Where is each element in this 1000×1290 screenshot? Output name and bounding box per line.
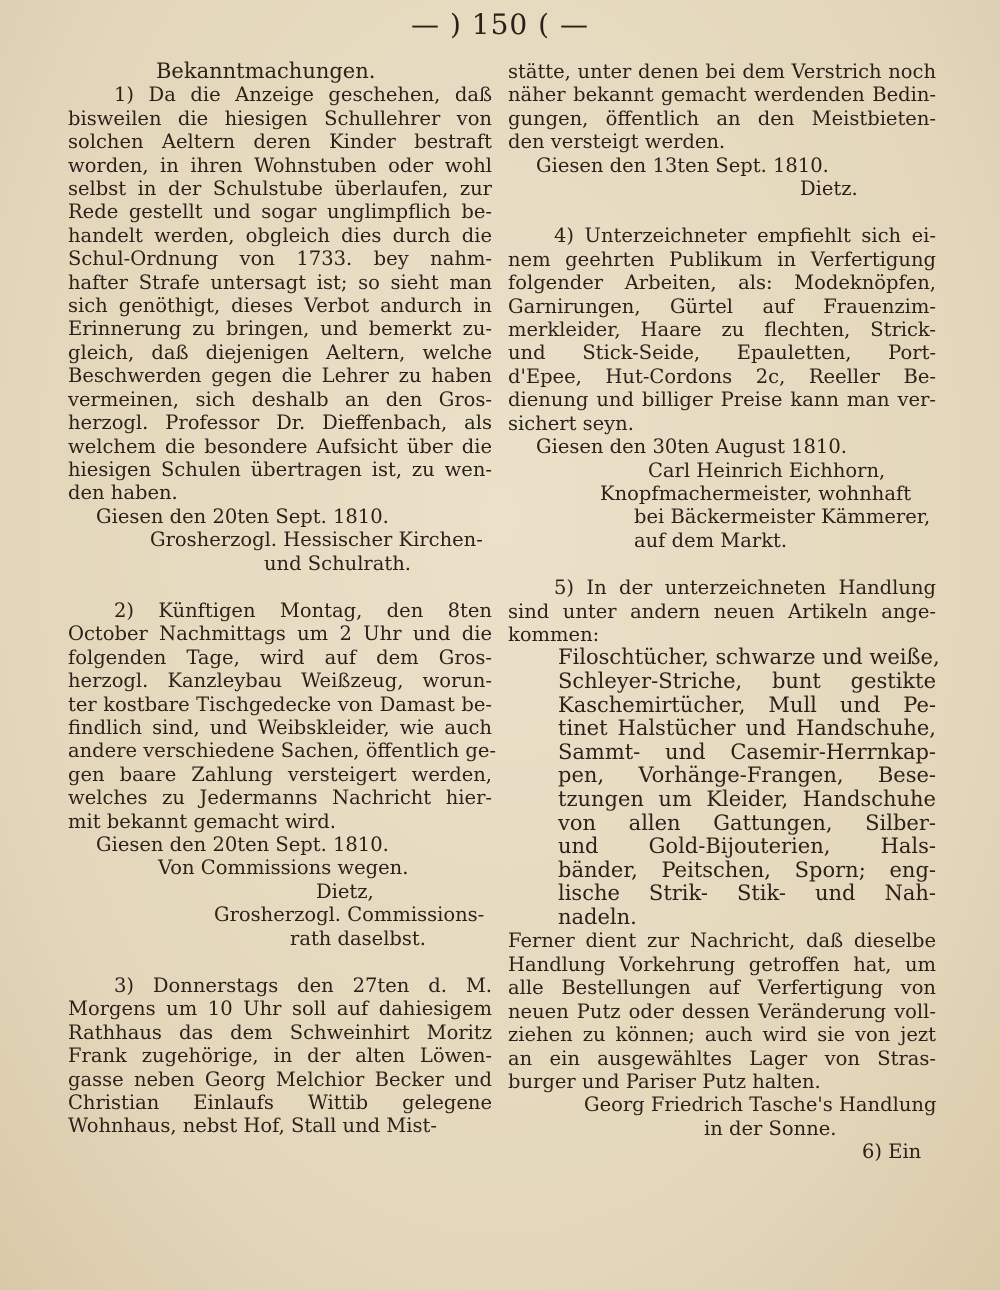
text-line: näher bekannt gemacht werdenden Bedin- xyxy=(508,83,936,107)
item-line: und Gold-Bijouterien, Hals- xyxy=(558,834,936,859)
left-column xyxy=(68,59,496,1138)
text-line: sind unter andern neuen Artikeln ange- xyxy=(508,599,936,623)
text-line: Beschwerden gegen die Lehrer zu haben xyxy=(68,364,492,388)
text-line: 5) In der unterzeichneten Handlung xyxy=(554,576,936,600)
text-line: den haben. xyxy=(68,481,178,505)
text-line: vermeinen, sich deshalb an den Gros- xyxy=(68,387,492,411)
text-line: bisweilen die hiesigen Schullehrer von xyxy=(68,106,492,130)
text-line: und Stick-Seide, Epauletten, Port- xyxy=(508,341,936,365)
notice-2-authority: Von Commissions wegen. xyxy=(158,856,409,880)
text-line: Christian Einlaufs Wittib gelegene xyxy=(68,1091,492,1115)
item-line: pen, Vorhänge-Frangen, Bese- xyxy=(558,763,936,788)
text-line: Wohnhaus, nebst Hof, Stall und Mist- xyxy=(68,1114,437,1138)
text-line: folgenden Tage, wird auf dem Gros- xyxy=(68,645,492,669)
item-line: lische Strik- Stik- und Nah- xyxy=(558,881,936,906)
text-line: herzogl. Kanzleybau Weißzeug, worun- xyxy=(68,669,492,693)
text-line: andere verschiedene Sachen, öffentlich ge- xyxy=(68,739,496,763)
notice-2 xyxy=(68,598,496,833)
text-line: October Nachmittags um 2 Uhr und die xyxy=(68,622,492,646)
text-line: dienung und billiger Preise kann man ver- xyxy=(508,388,936,412)
text-line: gasse neben Georg Melchior Becker und xyxy=(68,1067,492,1091)
text-line: solchen Aeltern deren Kinder bestraft xyxy=(68,130,492,154)
notice-1-date: Giesen den 20ten Sept. 1810. xyxy=(96,504,389,528)
notice-5 xyxy=(508,576,936,646)
text-line: ter kostbare Tischgedecke von Damast be- xyxy=(68,692,492,716)
notice-5-further-notice xyxy=(508,929,936,1093)
text-line: Schul-Ordnung von 1733. bey nahm- xyxy=(68,247,492,271)
notice-1-signature-cont: und Schulrath. xyxy=(264,551,411,575)
notice-1-signature: Grosherzogl. Hessischer Kirchen- xyxy=(150,528,483,552)
notice-3-signature: Dietz. xyxy=(800,177,858,201)
notice-5-signature-cont: in der Sonne. xyxy=(704,1116,837,1140)
text-line: den versteigt werden. xyxy=(508,130,726,154)
text-line: herzogl. Professor Dr. Dieffenbach, als xyxy=(68,411,492,435)
text-line: stätte, unter denen bei dem Verstrich noch xyxy=(508,60,936,83)
text-line: Rede gestellt und sogar unglimpflich be- xyxy=(68,200,492,224)
item-line: tzungen um Kleider, Handschuhe xyxy=(558,786,936,811)
item-line: tinet Halstücher und Handschuhe, xyxy=(558,716,936,741)
text-line: gungen, öffentlich an den Meistbieten- xyxy=(508,106,936,130)
text-line: neuen Putz oder dessen Veränderung voll- xyxy=(508,999,936,1023)
item-line: Kaschemirtücher, Mull und Pe- xyxy=(558,692,936,717)
text-line: folgender Arbeiten, als: Modeknöpfen, xyxy=(508,271,936,295)
text-line: Morgens um 10 Uhr soll auf dahiesigem xyxy=(68,997,492,1021)
item-line: nadeln. xyxy=(558,904,637,929)
notice-4 xyxy=(508,224,936,435)
item-line: von allen Gattungen, Silber- xyxy=(558,810,936,835)
text-line: handelt werden, obgleich dies durch die xyxy=(68,223,492,247)
notice-2-signature-title: Grosherzogl. Commissions- xyxy=(214,903,485,927)
text-line: sich genöthigt, dieses Verbot andurch in xyxy=(68,294,492,318)
text-line: 3) Donnerstags den 27ten d. M. xyxy=(114,974,492,998)
notice-2-signature: Dietz, xyxy=(316,879,374,903)
text-line: merkleider, Haare zu flechten, Strick- xyxy=(508,318,936,342)
text-line: Rathhaus das dem Schweinhirt Moritz xyxy=(68,1020,492,1044)
text-line: hafter Strafe untersagt ist; so sieht man xyxy=(68,270,492,294)
text-line: alle Bestellungen auf Verfertigung von xyxy=(508,976,936,1000)
section-heading: Bekanntmachungen. xyxy=(156,59,376,83)
text-line: Frank zugehörige, in der alten Löwen- xyxy=(68,1044,492,1068)
text-line: selbst in der Schulstube überlaufen, zur xyxy=(68,177,492,201)
notice-3-date: Giesen den 13ten Sept. 1810. xyxy=(536,153,829,177)
page-header: — ) 150 ( — xyxy=(411,8,589,41)
text-line: welches zu Jedermanns Nachricht hier- xyxy=(68,786,492,810)
notice-5-signature: Georg Friedrich Tasche's Handlung xyxy=(584,1093,937,1117)
text-line: 2) Künftigen Montag, den 8ten xyxy=(114,598,492,622)
text-line: Garnirungen, Gürtel auf Frauenzim- xyxy=(508,294,936,318)
item-line: Schleyer-Striche, bunt gestikte xyxy=(558,668,936,693)
catchword: 6) Ein xyxy=(862,1140,922,1164)
text-line: hiesigen Schulen übertragen ist, zu wen- xyxy=(68,457,492,481)
text-line: 4) Unterzeichneter empfiehlt sich ei- xyxy=(554,224,936,248)
notice-2-date: Giesen den 20ten Sept. 1810. xyxy=(96,833,389,856)
text-line: d'Epee, Hut-Cordons 2c, Reeller Be- xyxy=(508,364,936,388)
notice-4-date: Giesen den 30ten August 1810. xyxy=(536,435,847,459)
notice-3-continued xyxy=(508,60,936,154)
text-line: Erinnerung zu bringen, und bemerkt zu- xyxy=(68,317,492,341)
text-line: kommen: xyxy=(508,622,600,646)
notice-2-signature-cont: rath daselbst. xyxy=(290,926,426,950)
text-line: Handlung Vorkehrung getroffen hat, um xyxy=(508,952,936,976)
notice-5-item-list xyxy=(508,645,940,929)
text-line: gleich, daß diejenigen Aeltern, welche xyxy=(68,340,492,364)
item-line: bänder, Peitschen, Sporn; eng- xyxy=(558,857,936,882)
notice-4-signature-occupation: Knopfmachermeister, wohnhaft xyxy=(600,481,912,505)
text-line: ziehen zu können; auch wird sie von jezt xyxy=(508,1023,936,1047)
notice-4-signature-address: bei Bäckermeister Kämmerer, xyxy=(634,505,931,529)
right-column xyxy=(508,60,940,1164)
notice-4-signature: Carl Heinrich Eichhorn, xyxy=(648,458,886,482)
item-line: Filoschtücher, schwarze und weiße, xyxy=(558,645,940,670)
text-line: worden, in ihren Wohnstuben oder wohl xyxy=(68,153,492,177)
text-line: Ferner dient zur Nachricht, daß dieselbe xyxy=(508,929,936,953)
text-line: welchem die besondere Aufsicht über die xyxy=(68,434,492,458)
text-line: mit bekannt gemacht wird. xyxy=(68,809,336,833)
text-line: an ein ausgewähltes Lager von Stras- xyxy=(508,1046,936,1070)
text-line: burger und Pariser Putz halten. xyxy=(508,1069,821,1093)
text-line: findlich sind, und Weibskleider, wie auch xyxy=(68,715,492,739)
text-line: gen baare Zahlung versteigert werden, xyxy=(68,762,492,786)
item-line: Sammt- und Casemir-Herrnkap- xyxy=(558,739,936,764)
text-line: nem geehrten Publikum in Verfertigung xyxy=(508,247,936,271)
text-line: sichert seyn. xyxy=(508,411,634,435)
notice-3 xyxy=(68,974,492,1138)
notice-1 xyxy=(68,83,492,504)
notice-4-signature-location: auf dem Markt. xyxy=(634,528,788,552)
text-line: 1) Da die Anzeige geschehen, daß xyxy=(114,83,492,107)
